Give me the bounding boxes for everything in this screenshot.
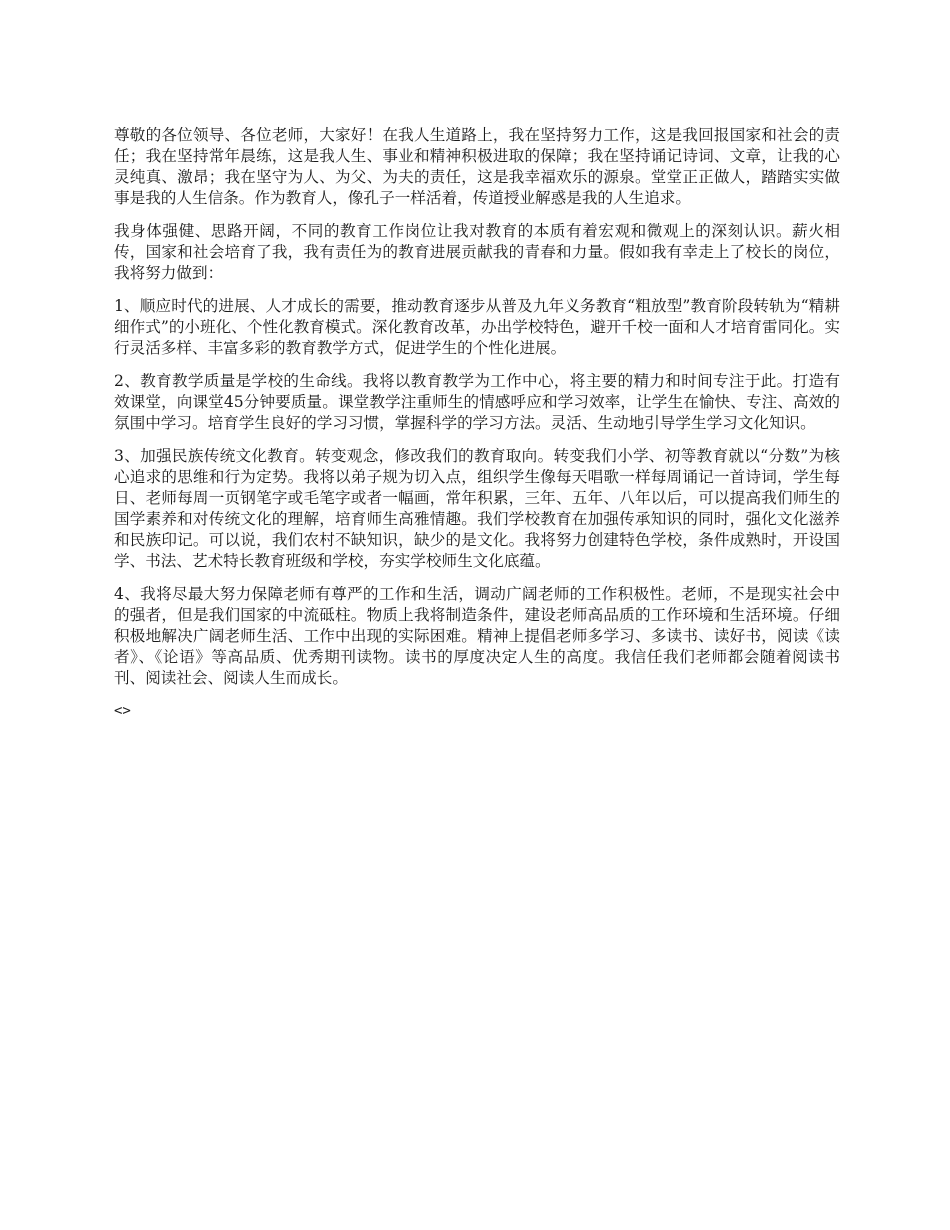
footer-mark: <> (114, 703, 131, 719)
paragraph-point-2: 2、教育教学质量是学校的生命线。我将以教育教学为工作中心，将主要的精力和时间专注于此。打造有效课堂，向课堂45分钟要质量。课堂教学注重师生的情感呼应和学习效率，让学生在愉快、专注、高效的氛围中学习。培育学生良好的学习习惯，掌握科学的学习方法。灵活、生动地引导学生学习文化知识。 (114, 372, 840, 432)
paragraph-background: 我身体强健、思路开阔，不同的教育工作岗位让我对教育的本质有着宏观和微观上的深刻认识。薪火相传，国家和社会培育了我，我有责任为的教育进展贡献我的青春和力量。假如我有幸走上了校长的岗位，我将努力做到： (114, 222, 840, 282)
paragraph-point-3: 3、加强民族传统文化教育。转变观念，修改我们的教育取向。转变我们小学、初等教育就以“分数”为核心追求的思维和行为定势。我将以弟子规为切入点，组织学生像每天唱歌一样每周诵记一首诗词，学生每日、老师每周一页钢笔字或毛笔字或者一幅画，常年积累，三年、五年、八年以后，可以提高我们师生的国学素养和对传统文化的理解，培育师生高雅情趣。我们学校教育在加强传承知识的同时，强化文化滋养和民族印记。可以说，我们农村不缺知识，缺少的是文化。我将努力创建特色学校，条件成熟时，开设国学、书法、艺术特长教育班级和学校，夯实学校师生文化底蕴。 (114, 447, 840, 570)
paragraph-point-4: 4、我将尽最大努力保障老师有尊严的工作和生活，调动广阔老师的工作积极性。老师，不是现实社会中的强者，但是我们国家的中流砥柱。物质上我将制造条件，建设老师高品质的工作环境和生活环境。仔细积极地解决广阔老师生活、工作中出现的实际困难。精神上提倡老师多学习、多读书、读好书，阅读《读者》、《论语》等高品质、优秀期刊读物。读书的厚度决定人生的高度。我信任我们老师都会随着阅读书刊、阅读社会、阅读人生而成长。 (114, 585, 840, 687)
paragraph-point-1: 1、顺应时代的进展、人才成长的需要，推动教育逐步从普及九年义务教育“粗放型”教育阶段转轨为“精耕细作式”的小班化、个性化教育模式。深化教育改革，办出学校特色，避开千校一面和人才培育雷同化。实行灵活多样、丰富多彩的教育教学方式，促进学生的个性化进展。 (114, 297, 840, 357)
paragraph-greeting: 尊敬的各位领导、各位老师，大家好！在我人生道路上，我在坚持努力工作，这是我回报国家和社会的责任；我在坚持常年晨练，这是我人生、事业和精神积极进取的保障；我在坚持诵记诗词、文章，让我的心灵纯真、激昂；我在坚守为人、为父、为夫的责任，这是我幸福欢乐的源泉。堂堂正正做人，踏踏实实做事是我的人生信条。作为教育人，像孔子一样活着，传道授业解惑是我的人生追求。 (114, 126, 840, 207)
document-body (114, 125, 840, 722)
